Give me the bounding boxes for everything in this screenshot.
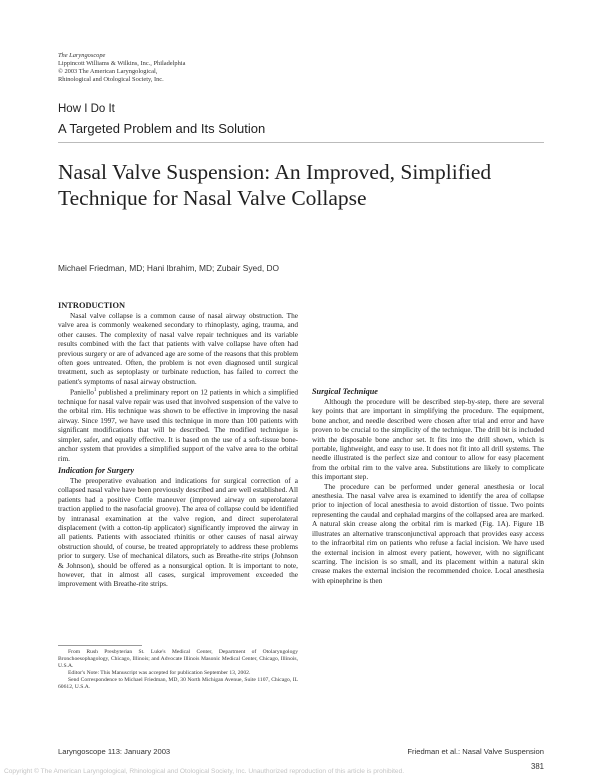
article-title: Nasal Valve Suspension: An Improved, Simplified Technique for Nasal Valve Collapse [58,160,492,210]
journal-publisher: Lippincott Williams & Wilkins, Inc., Philadelphia [58,60,186,67]
section-label: How I Do It [58,103,115,115]
journal-name: The Laryngoscope [58,52,106,59]
body-column-right [312,300,544,748]
footnote-correspondence: Send Correspondence to Michael Friedman, MD, 30 North Michigan Avenue, Suite 1107, Chicago, IL 60612, U.S.A. [58,677,298,691]
footnotes [58,649,298,692]
intro-p2-text: published a preliminary report on 12 patients in which a simplified technique for nasal valve repair was used that involved suspension of the valve to the orbital rim. His technique was shown to be effective in improving the nasal airway. Since 1997, we have used this technique in more than 100 patients with significant modifications that will be described. The modified technique is simpler, safer, and equally effective. It is based on the use of a soft-tissue bone-anchor system that provides a simplified support of the valve area to the orbital rim. [58,387,298,463]
intro-paragraph-1: Nasal valve collapse is a common cause of nasal airway obstruction. The valve area is commonly weakened secondary to rhinoplasty, aging, trauma, and other causes. The complexity of nasal valve repair techniques and its variable results combined with the fact that patients with valve collapse have often had previous surgery or are of advanced age are some of the reasons that this problem often goes untreated. Often, the problem is not even diagnosed until surgical treatment, such as septoplasty or turbinate reduction, has failed to correct the patient's symptoms of nasal airway obstruction. [58,311,298,386]
indication-paragraph-1: The preoperative evaluation and indications for surgical correction of a collapsed nasal valve have been previously described and are well established. All patients had a positive Cottle maneuver (improved airway on superolateral traction applied to the nasofacial groove). The area of collapse could be identified by intranasal examination at the valve region, and direct superolateral displacement (with a cotton-tip applicator) significantly improved the airway in all patients. Patients with associated rhinitis or other causes of nasal airway obstruction should, of course, be treated appropriately to address these problems prior to surgery. Use of mechanical dilators, such as Breathe-rite strips (Johnson & Johnson), should be offered as a nonsurgical option. It is important to note, however, that in almost all cases, surgical improvement exceeded the improvement with Breathe-rite strips. [58,475,298,589]
body-column-left [58,300,298,644]
journal-info [58,52,318,84]
surgical-paragraph-1: Although the procedure will be described step-by-step, there are several key points that are important in simplifying the procedure. The equipment, bone anchor, and needle described were chosen after trial and error and have proven to be crucial to the simplicity of the technique. The drill bit is included with the disposable bone anchor set. It fits into the drill shown, which is portable, lightweight, and easy to use. It does not fit into all drill systems. The needle illustrated is the perfect size and contour to allow for easy placement from the orbital rim to the valve area. Substitutions are likely to complicate this important step. [312,397,544,482]
surgical-paragraph-2: The procedure can be performed under general anesthesia or local anesthesia. The nasal valve area is examined to identify the area of collapse prior to injection of local anesthesia to avoid distortion of tissue. Two points representing the caudal and cephalad margins of the collapsed area are marked. A natural skin crease along the orbital rim is marked (Fig. 1A). Figure 1B illustrates an alternative transconjunctival approach that provides easy access to the infraorbital rim on patients who refuse a facial incision. We have used the external incision in almost every patient, however, with no significant scarring. The incision is so small, and its placement within a natural skin crease makes the external incision the recommended choice. Local anesthesia with epinephrine is then [312,481,544,585]
footnote-affiliation: From Rush Presbyterian St. Luke's Medical Center, Department of Otolaryngology Bronchoesophagology, Chicago, Illinois; and Advocate Illinois Masonic Medical Center, Chicago, Illinois, U.S.A. [58,649,298,670]
intro-paragraph-2 [58,386,298,463]
article-authors: Michael Friedman, MD; Hani Ibrahim, MD; Zubair Syed, DO [58,263,280,273]
footnote-editor-note: Editor's Note: This Manuscript was accepted for publication September 13, 2002. [68,670,251,677]
footer-running-title: Friedman et al.: Nasal Valve Suspension [407,747,544,756]
footnote-divider [58,645,142,646]
reference-1-superscript: 1 [93,388,97,394]
intro-heading: INTRODUCTION [58,301,126,310]
section-subtitle: A Targeted Problem and Its Solution [58,121,266,136]
journal-copyright-line-1: © 2003 The American Laryngological, [58,68,158,75]
intro-p2-cite-author: Paniello [70,387,94,397]
copyright-watermark: Copyright © The American Laryngological, Rhinological and Otological Society, Inc. Unauthorized reproduction of this article is prohibited. [4,768,405,775]
header-divider [58,142,544,143]
surgical-heading: Surgical Technique [312,387,378,396]
page-number: 381 [530,762,544,771]
footer-citation: Laryngoscope 113: January 2003 [58,747,171,756]
indication-heading: Indication for Surgery [58,465,134,475]
journal-copyright-line-2: Rhinological and Otological Society, Inc. [58,76,164,83]
